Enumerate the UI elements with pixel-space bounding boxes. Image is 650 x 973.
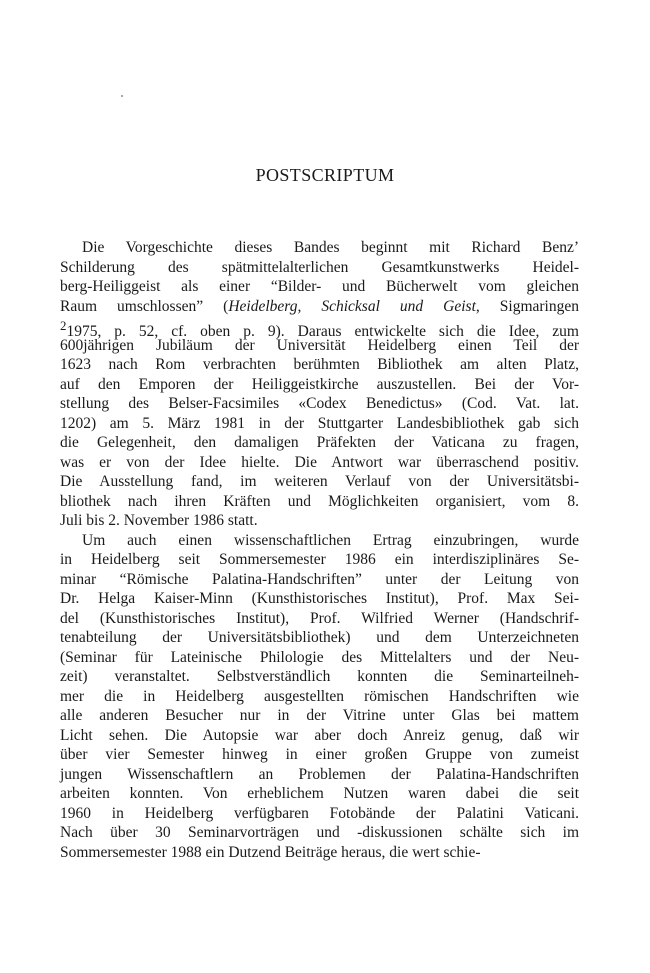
page-title: POSTSCRIPTUM [255,165,395,185]
text-line: Dr. Helga Kaiser-Minn (Kunsthistorisches Institut), Prof. Max Sei- [60,590,579,607]
text-line: berg-Heiliggeist als einer “Bilder- und Bücherwelt vom gleichen [60,278,579,295]
text-line: $^2$1975, p. 52, cf. oben p. 9). Daraus entwickelte sich die Idee, zum [60,318,579,341]
text-line: bliothek nach ihren Kräften und Möglichkeiten organisiert, vom 8. [60,492,579,510]
text-line: Juli bis 2. November 1986 statt. [60,512,258,529]
text-line: (Seminar für Lateinische Philologie des Mittelalters und der Neu- [60,648,579,666]
text-line: auf den Emporen der Heiliggeistkirche auszustellen. Bei der Vor- [60,375,579,393]
text-line: Nach über 30 Seminarvorträgen und -diskussionen schälte sich im [60,824,579,841]
text-line: stellung des Belser-Facsimiles «Codex Benedictus» (Cod. Vat. lat. [60,395,579,412]
text-line: Die Ausstellung fand, im weiteren Verlauf von der Universitätsbi- [60,473,579,490]
text-line: 600jährigen Jubiläum der Universität Heidelberg einen Teil der [60,336,579,354]
text-line: was er von der Idee hielte. Die Antwort war überraschend positiv. [60,453,579,471]
text-line: zeit) veranstaltet. Selbstverständlich konnten die Seminarteilneh- [60,668,579,685]
text-line: Raum umschlossen” (Heidelberg, Schicksal und Geist, Sigmaringen [60,297,579,315]
scan-speck [121,95,123,97]
text-line: 1623 nach Rom verbrachten berühmten Bibliothek am alten Platz, [60,356,579,373]
text-line: del (Kunsthistorisches Institut), Prof. Wilfried Werner (Handschrif- [60,609,579,627]
paragraph-2 [60,531,579,863]
text-line: mer die in Heidelberg ausgestellten römischen Handschriften wie [60,687,579,705]
text-line: Licht sehen. Die Autopsie war aber doch Anreiz genug, daß wir [60,726,579,744]
text-line: 1202) am 5. März 1981 in der Stuttgarter Landesbibliothek gab sich [60,414,579,432]
text-line: Sommersemester 1988 ein Dutzend Beiträge heraus, die wert schie- [60,843,481,861]
text-line: alle anderen Besucher nur in der Vitrine unter Glas bei mattem [60,707,579,724]
text-line: jungen Wissenschaftlern an Problemen der Palatina-Handschriften [60,765,579,783]
text-line: 1960 in Heidelberg verfügbaren Fotobände der Palatini Vaticani. [60,804,579,822]
text-line: arbeiten konnten. Von erheblichem Nutzen waren dabei die seit [60,785,579,802]
text-line: Schilderung des spätmittelalterlichen Gesamtkunstwerks Heidel- [60,258,579,276]
text-line: minar “Römische Palatina-Handschriften” unter der Leitung von [60,570,579,588]
body-text [60,238,579,862]
text-line: die Gelegenheit, den damaligen Präfekten der Vaticana zu fragen, [60,434,579,451]
text-line: tenabteilung der Universitätsbibliothek) und dem Unterzeichneten [60,629,579,646]
paragraph-1 [60,238,579,531]
text-line: Die Vorgeschichte dieses Bandes beginnt mit Richard Benz’ [82,239,579,256]
text-line: in Heidelberg seit Sommersemester 1986 ein interdisziplinäres Se- [60,551,579,568]
text-line: über vier Semester hinweg in einer großen Gruppe von zumeist [60,746,579,763]
text-line: Um auch einen wissenschaftlichen Ertrag einzubringen, wurde [82,531,579,549]
